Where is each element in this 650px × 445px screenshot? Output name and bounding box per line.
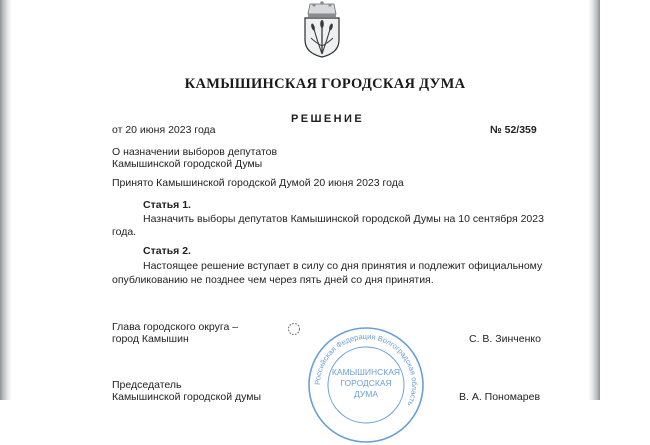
stamp-line-3: ДУМА	[353, 389, 379, 399]
official-stamp	[306, 325, 426, 445]
article-2-line-2: опубликованию не позднее чем через пять дней со дня принятия.	[112, 274, 434, 286]
document-type-heading: РЕШЕНИЕ	[291, 113, 365, 125]
stamp-line-2: ГОРОДСКАЯ	[340, 378, 392, 388]
head-title-line-2: город Камышин	[112, 333, 189, 345]
head-title-line-1: Глава городского округа –	[112, 321, 239, 333]
decision-number: № 52/359	[490, 124, 537, 136]
stamp-ring-text: Российская Федерация Волгоградская область	[312, 331, 420, 408]
subject-line-1: О назначении выборов депутатов	[112, 146, 278, 158]
organization-title: КАМЫШИНСКАЯ ГОРОДСКАЯ ДУМА	[184, 76, 466, 92]
chair-name: В. А. Пономарев	[459, 391, 541, 403]
article-2-line-1: Настоящее решение вступает в силу со дня принятия и подлежит официальному	[143, 260, 543, 272]
adoption-note: Принято Камышинской городской Думой 20 июня 2023 года	[112, 177, 404, 189]
signature-mark-icon	[286, 321, 302, 337]
scan-edge-left	[0, 0, 12, 400]
article-1-heading: Статья 1.	[143, 199, 191, 211]
head-name: С. В. Зинченко	[469, 333, 541, 345]
article-1-line-1: Назначить выборы депутатов Камышинской городской Думы на 10 сентября 2023	[143, 213, 544, 225]
article-1-line-2: года.	[112, 226, 137, 238]
chair-title-line-1: Председатель	[112, 379, 182, 391]
subject-line-2: Камышинской городской Думы	[112, 158, 263, 170]
scan-edge-right	[588, 0, 600, 400]
decision-date: от 20 июня 2023 года	[112, 124, 216, 136]
coat-of-arms-icon	[296, 0, 348, 58]
chair-title-line-2: Камышинской городской думы	[112, 391, 262, 403]
stamp-line-1: КАМЫШИНСКАЯ	[331, 367, 401, 377]
article-2-heading: Статья 2.	[143, 245, 191, 257]
